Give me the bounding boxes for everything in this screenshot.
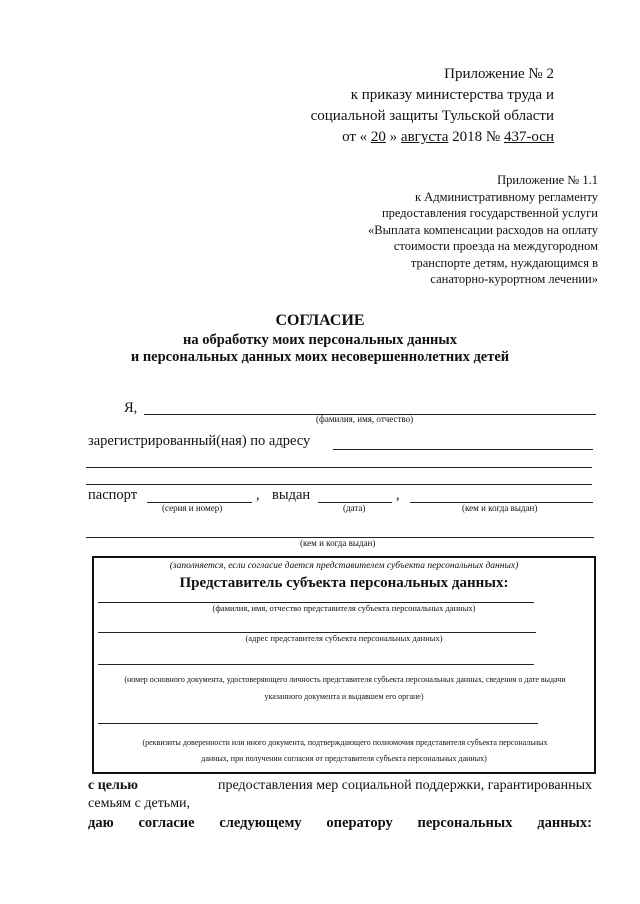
series-hint: (серия и номер) xyxy=(162,503,223,513)
date-month: августа xyxy=(400,129,449,145)
date-hint: (дата) xyxy=(343,503,366,513)
appendix-2-date xyxy=(311,127,554,148)
appendix-1-1-line: предоставления государственной услуги xyxy=(381,206,598,220)
date-day: 20 xyxy=(370,129,386,145)
consent-word: оператору xyxy=(326,815,393,831)
appendix-2-title: Приложение № 2 xyxy=(444,66,554,82)
rep-proxy-hint-2: данных, при получении согласия от представителя субъекта персональных данных) xyxy=(201,754,487,763)
appendix-1-1-line: к Административному регламенту xyxy=(414,189,598,204)
comma: , xyxy=(256,487,260,503)
order-number: 437-осн xyxy=(503,129,554,145)
rep-fio-hint: (фамилия, имя, отчество представителя субъекта персональных данных) xyxy=(212,603,476,613)
consent-word: даю xyxy=(88,815,114,831)
appendix-1-1-line: транспорте детям, нуждающимся в xyxy=(410,255,598,270)
rep-doc-line[interactable] xyxy=(98,664,534,665)
purpose-line xyxy=(88,778,592,794)
representative-note: (заполняется, если согласие дается представителем субъекта персональных данных) xyxy=(169,561,519,571)
appendix-1-1-line: стоимости проезда на междугородном xyxy=(393,239,598,253)
document-title: СОГЛАСИЕ xyxy=(275,312,365,329)
consent-word: согласие xyxy=(138,815,195,831)
appendix-1-1-title: Приложение № 1.1 xyxy=(497,173,598,187)
appendix-2-line: социальной защиты Тульской области xyxy=(310,108,554,124)
document-subtitle: и персональных данных моих несовершеннолетних детей xyxy=(130,349,510,365)
representative-heading: Представитель субъекта персональных данных: xyxy=(179,575,509,591)
address-line[interactable] xyxy=(333,449,593,450)
fio-hint: (фамилия, имя, отчество) xyxy=(316,414,414,424)
passport-label: паспорт xyxy=(88,487,138,503)
issued-label: выдан xyxy=(272,487,311,503)
i-label: Я, xyxy=(124,400,138,416)
registered-label: зарегистрированный(ная) по адресу xyxy=(88,433,311,449)
date-prefix: от « xyxy=(342,129,368,145)
purpose-bold: с целью xyxy=(88,778,138,793)
appendix-2-line: к приказу министерства труда и xyxy=(350,87,554,103)
appendix-1-1-line: «Выплата компенсации расходов на оплату xyxy=(368,222,598,237)
by-whom-hint-2: (кем и когда выдан) xyxy=(300,538,376,548)
consent-line xyxy=(88,815,592,832)
rep-address-hint: (адрес представителя субъекта персональных данных) xyxy=(245,633,443,643)
comma: , xyxy=(396,487,400,503)
address-line-3[interactable] xyxy=(86,484,592,485)
appendix-2-block xyxy=(311,64,554,148)
consent-word: следующему xyxy=(219,815,302,831)
document-subtitle: на обработку моих персональных данных xyxy=(183,332,457,348)
appendix-1-1-block xyxy=(368,172,598,288)
purpose-text: предоставления мер социальной поддержки, гарантированных xyxy=(217,778,592,793)
by-whom-hint: (кем и когда выдан) xyxy=(462,503,538,513)
rep-proxy-hint: (реквизиты доверенности или иного документа, подтверждающего полномочия представителя субъекта персональных xyxy=(142,738,548,747)
address-line-2[interactable] xyxy=(86,467,592,468)
consent-word: персональных xyxy=(417,815,513,831)
rep-doc-hint: (номер основного документа, удостоверяющего личность представителя субъекта персональных данных, сведения о дате выдачи xyxy=(124,675,566,684)
appendix-1-1-line: санаторно-курортном лечении» xyxy=(430,272,598,286)
consent-word: данных: xyxy=(537,815,592,831)
representative-box xyxy=(92,556,596,774)
date-year: 2018 № xyxy=(452,129,501,145)
rep-proxy-line[interactable] xyxy=(98,723,538,724)
purpose-line-2: семьям с детьми, xyxy=(88,796,191,811)
date-mid: » xyxy=(389,129,398,145)
rep-doc-hint-2: указанного документа и выдавшем его органе) xyxy=(264,692,424,701)
